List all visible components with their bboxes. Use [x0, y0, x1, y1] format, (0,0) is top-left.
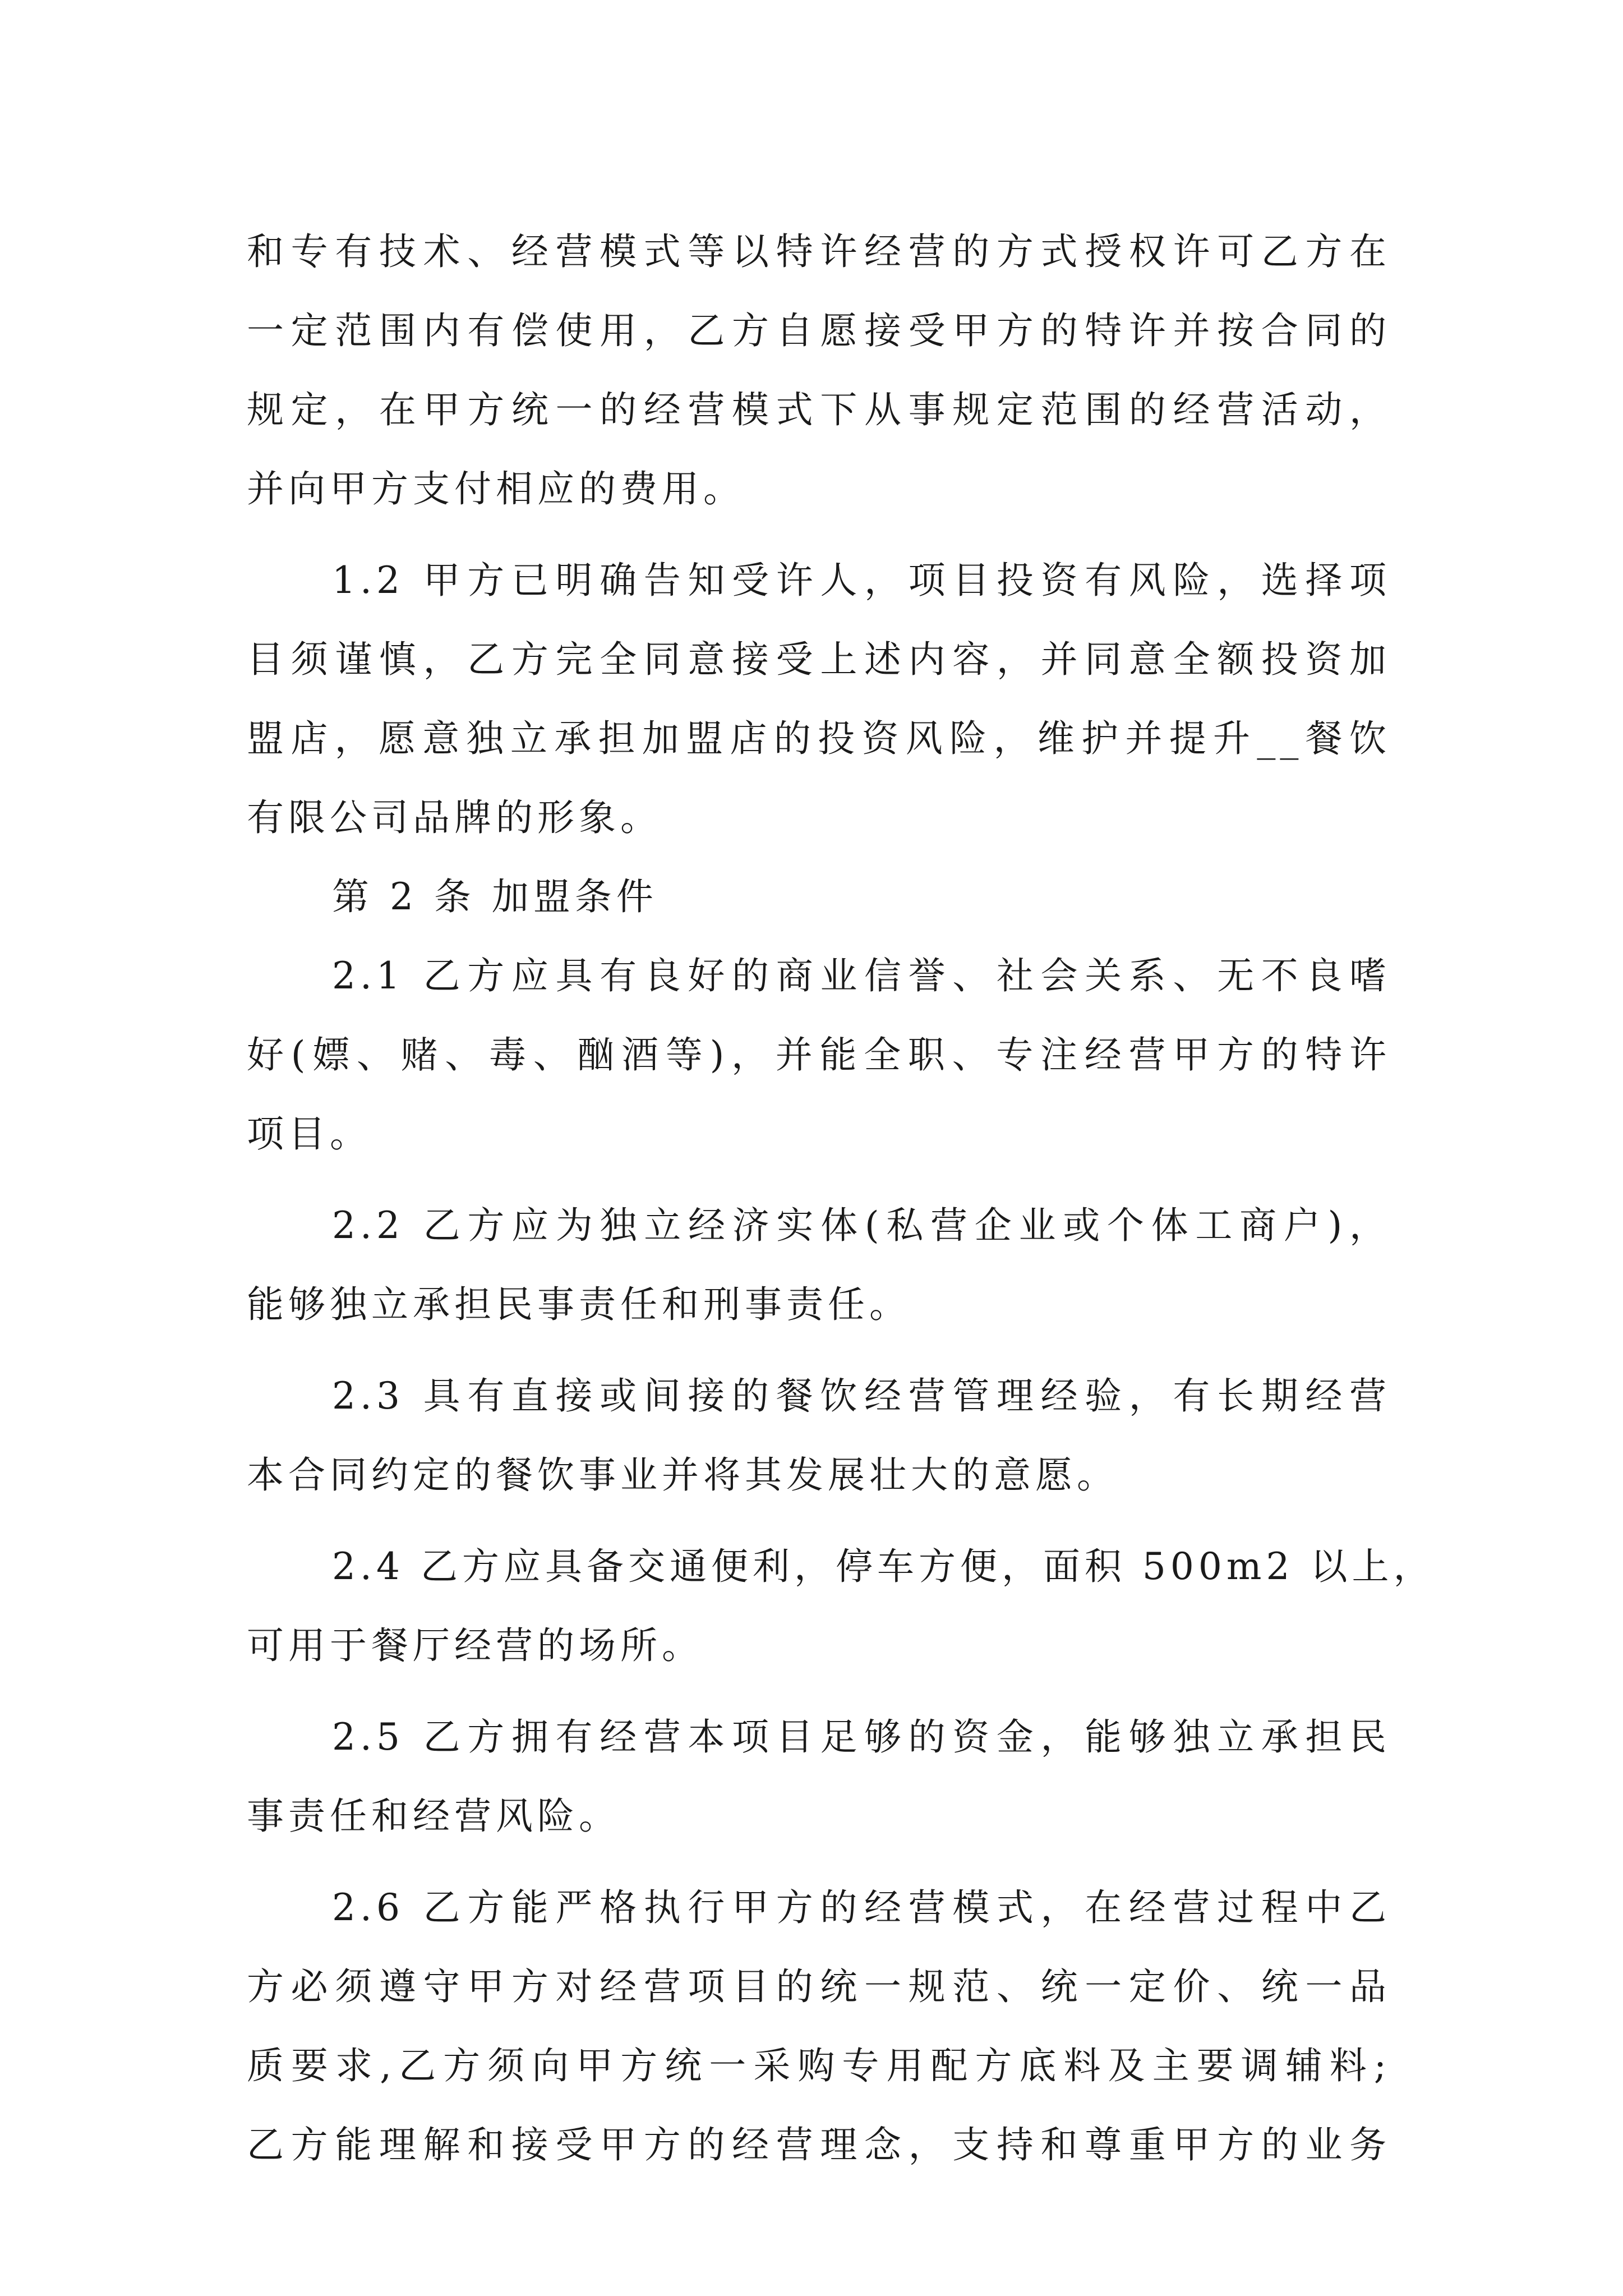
paragraph	[247, 1527, 1435, 1685]
text-line: 目须谨慎，乙方完全同意接受上述内容，并同意全额投资加	[247, 638, 1391, 681]
text-line: 有限公司品牌的形象。	[247, 796, 662, 839]
text-line: 2.2 乙方应为独立经济实体(私营企业或个体工商户)，	[332, 1204, 1391, 1247]
text-line: 事责任和经营风险。	[247, 1795, 620, 1838]
document-body	[247, 212, 1435, 2184]
paragraph	[247, 1186, 1391, 1344]
text-line: 2.5 乙方拥有经营本项目足够的资金，能够独立承担民	[332, 1715, 1391, 1759]
text-line: 并向甲方支付相应的费用。	[247, 467, 745, 510]
text-line: 一定范围内有偿使用，乙方自愿接受甲方的特许并按合同的	[247, 309, 1391, 352]
text-line: 1.2 甲方已明确告知受许人，项目投资有风险，选择项	[332, 559, 1391, 602]
text-line: 盟店，愿意独立承担加盟店的投资风险，维护并提升__餐饮	[247, 717, 1391, 760]
text-line: 规定，在甲方统一的经营模式下从事规定范围的经营活动，	[247, 388, 1391, 431]
paragraph	[247, 1868, 1391, 2184]
text-line: 方必须遵守甲方对经营项目的统一规范、统一定价、统一品	[247, 1965, 1391, 2008]
paragraph	[247, 1356, 1391, 1515]
paragraph	[247, 541, 1391, 857]
text-line: 和专有技术、经营模式等以特许经营的方式授权许可乙方在	[247, 230, 1391, 273]
paragraph	[247, 936, 1391, 1174]
heading-line: 第 2 条 加盟条件	[332, 875, 658, 918]
text-line: 质要求,乙方须向甲方统一采购专用配方底料及主要调辅料;	[247, 2044, 1391, 2087]
section-heading	[247, 857, 1391, 936]
text-line: 2.6 乙方能严格执行甲方的经营模式，在经营过程中乙	[332, 1886, 1391, 1929]
text-line: 好(嫖、赌、毒、酗酒等)，并能全职、专注经营甲方的特许	[247, 1033, 1391, 1076]
text-line: 本合同约定的餐饮事业并将其发展壮大的意愿。	[247, 1453, 1118, 1497]
text-line: 2.3 具有直接或间接的餐饮经营管理经验，有长期经营	[332, 1374, 1391, 1418]
paragraph	[247, 1697, 1391, 1856]
text-line: 可用于餐厅经营的场所。	[247, 1624, 703, 1667]
text-line: 乙方能理解和接受甲方的经营理念，支持和尊重甲方的业务	[247, 2123, 1391, 2166]
text-line: 能够独立承担民事责任和刑事责任。	[247, 1283, 911, 1326]
text-line: 2.4 乙方应具备交通便利，停车方便，面积 500m2 以上，	[332, 1545, 1435, 1588]
text-line: 2.1 乙方应具有良好的商业信誉、社会关系、无不良嗜	[332, 954, 1391, 997]
text-line: 项目。	[247, 1112, 371, 1156]
paragraph	[247, 212, 1391, 528]
